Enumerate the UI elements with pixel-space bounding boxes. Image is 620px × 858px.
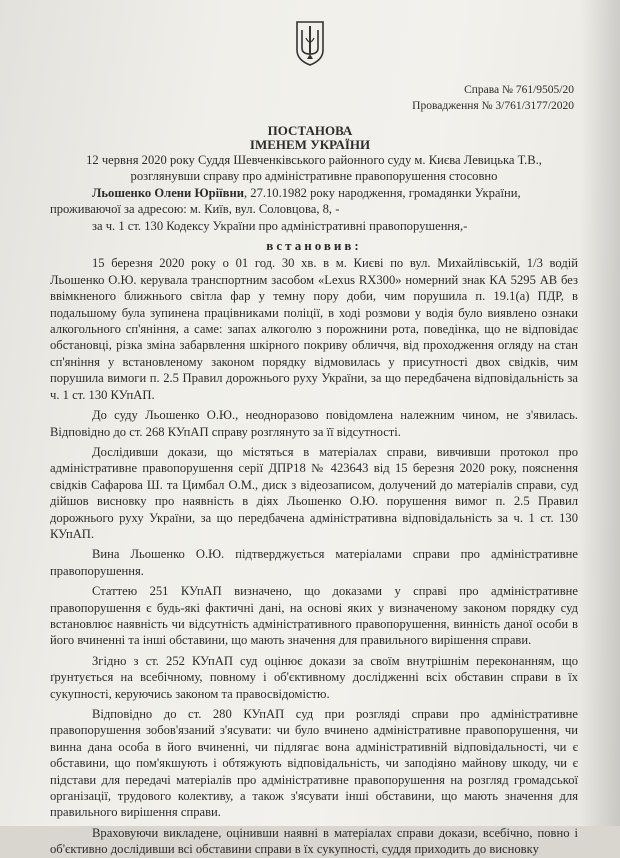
trident-emblem-icon xyxy=(294,20,326,66)
intro-person-line xyxy=(50,185,578,201)
paragraph: 15 березня 2020 року о 01 год. 30 хв. в м. Києві по вул. Михайлівській, 1/3 водій Льошенко О.Ю. керувала транспортним засобом «Lexus RX300» номерний знак КА 5295 АВ без ввімкненого ближнього світла фар у темну пору доби, чим порушила п. 19.1(а) ПДР, в подальшому була зупинена працівниками поліції, в ході розмови у водія було виявлено ознаки алкогольного сп'яніння, а саме: запах алкоголю з порожнини рота, поведінка, що не відповідає обстановці, різка зміна забарвлення шкірного покриву обличчя, від проходження огляду на стан сп'яніння у встановленому законом порядку відмовилась у присутності двох свідків, чим порушила вимоги п. 2.5 Правил дорожнього руху України, за що передбачена відповідальність за ч. 1 ст. 130 КУпАП. xyxy=(50,256,578,402)
paragraph: Відповідно до ст. 280 КУпАП суд при розгляді справи про адміністративне правопорушення зобов'язаний з'ясувати: чи було вчинено адміністративне правопорушення, чи винна дана особа в його вчиненні, чи підлягає вона адміністративній відповідальності, чи є обставини, що пом'якшують і обтяжують відповідальність, чи заподіяно майнову шкоду, чи є підстави для передачі матеріалів про адміністративне правопорушення на розгляд громадської організації, трудового колективу, а також з'ясувати інші обставини, що мають значення для правильного вирішення справи. xyxy=(50,707,578,820)
document-body xyxy=(50,152,578,858)
document-title: ПОСТАНОВА xyxy=(267,123,353,138)
proceeding-number: Провадження № 3/761/3177/2020 xyxy=(412,100,574,112)
intro-article: за ч. 1 ст. 130 Кодексу України про адміністративні правопорушення,- xyxy=(92,218,468,233)
paragraph: До суду Льошенко О.Ю., неодноразово повідомлена належним чином, не з'явилась. Відповідно до ст. 268 КУпАП справу розглянуто за її відсутності. xyxy=(50,408,578,439)
intro-line-1: 12 червня 2020 року Суддя Шевченківського районного суду м. Києва Левицька Т.В., xyxy=(86,153,542,167)
paragraph: Вина Льошенко О.Ю. підтверджується матеріалами справи про адміністративне правопорушення. xyxy=(50,547,578,578)
paragraph: Дослідивши докази, що містяться в матеріалах справи, вивчивши протокол про адміністративне правопорушення серії ДПР18 № 423643 від 15 березня 2020 року, пояснення свідків Сафарова Ш. та Цимбал О.М., диск з відеозаписом, долучений до матеріалів справи, суд дійшов висновку про наявність в діях Льошенко О.Ю. порушення вимог п. 2.5 Правил дорожнього руху України, за що передбачена адміністративна відповідальність за ч. 1 ст. 130 КУпАП. xyxy=(50,444,578,541)
intro-address: проживаючої за адресою: м. Київ, вул. Соловцова, 8, - xyxy=(50,202,340,217)
intro-line-2: розглянувши справу про адміністративне правопорушення стосовно xyxy=(130,169,498,184)
established-heading: встановив: xyxy=(266,238,362,254)
case-info xyxy=(412,82,574,114)
document-subtitle: ІМЕНЕМ УКРАЇНИ xyxy=(249,137,371,152)
paragraph: Враховуючи викладене, оцінивши наявні в матеріалах справи докази, всебічно, повно і об'єктивно дослідивши всі обставини справи в їх сукупності, суддя приходить до висновку xyxy=(50,825,578,857)
person-details: , 27.10.1982 року народження, громадянки України, xyxy=(243,185,521,200)
person-name: Льошенко Олени Юріївни xyxy=(92,185,244,200)
paragraph: Згідно з ст. 252 КУпАП суд оцінює докази за своїм внутрішнім переконанням, що ґрунтується на всебічному, повному і об'єктивному дослідженні всіх обставин справи в їх сукупності, керуючись законом та правосвідомістю. xyxy=(50,653,578,701)
paragraph: Статтею 251 КУпАП визначено, що доказами у справі про адміністративне правопорушення є будь-які фактичні дані, на основі яких у визначеному законом порядку суд встановлює наявність чи відсутність адміністративного правопорушення, винність даної особи в його вчиненні та інші обставини, що мають значення для правильного вирішення справи. xyxy=(50,584,578,648)
case-number: Справа № 761/9505/20 xyxy=(464,84,574,96)
